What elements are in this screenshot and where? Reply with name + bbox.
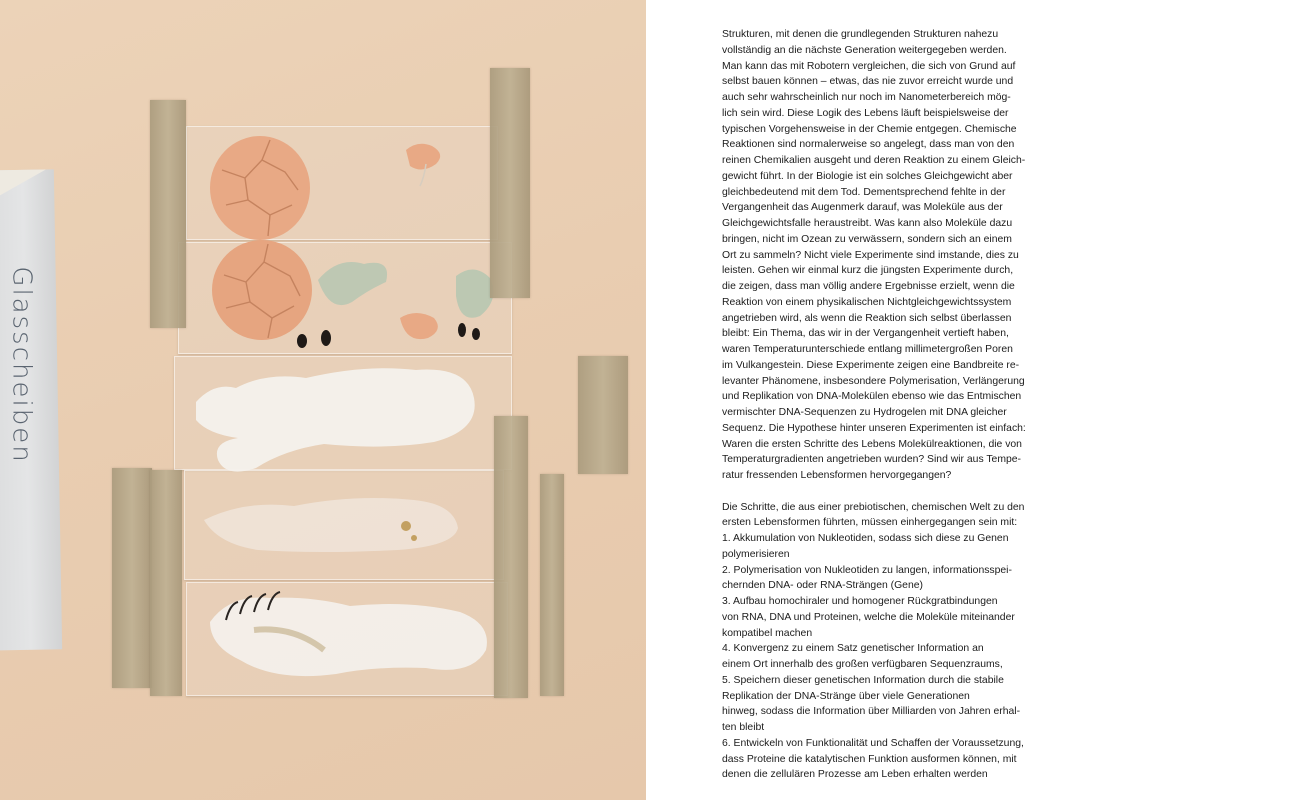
list-item: einem Ort innerhalb des großen verfügbaren Sequenzraums, bbox=[722, 659, 1003, 670]
text-line: im Vulkangestein. Diese Experimente zeigen eine Bandbreite re- bbox=[722, 359, 1020, 371]
text-line: leisten. Gehen wir einmal kurz die jüngsten Experimente durch, bbox=[722, 265, 1014, 277]
text-line: gleichbedeutend mit dem Tod. Dementsprechend fehlte in der bbox=[722, 186, 1006, 198]
text-line: Die Schritte, die aus einer prebiotischen, chemischen Welt zu den bbox=[722, 501, 1025, 513]
paragraph-2 bbox=[722, 500, 1062, 784]
list-item: 3. Aufbau homochiraler und homogener Rückgratbindungen bbox=[722, 596, 998, 607]
small-orange-spot-2 bbox=[400, 313, 438, 339]
list-item: 2. Polymerisation von Nukleotiden zu langen, informationsspei- bbox=[722, 564, 1012, 576]
text-line: selbst bauen können – etwas, das nie zuvor erreicht wurde und bbox=[722, 76, 1014, 88]
text-line: die zeigen, dass man völlig andere Ergebnisse erzielt, wenn die bbox=[722, 281, 1015, 292]
list-item: hinweg, sodass die Information über Milliarden von Jahren erhal- bbox=[722, 706, 1021, 718]
white-lacy-shape-1 bbox=[196, 368, 475, 471]
text-line: angetrieben wird, als wenn die Reaktion sich selbst überlassen bbox=[722, 312, 1012, 324]
list-item: denen die zellulären Prozesse am Leben erhalten werden bbox=[722, 769, 988, 781]
text-line: Man kann das mit Robotern vergleichen, die sich von Grund auf bbox=[722, 60, 1016, 72]
text-line: Reaktionen sind normalerweise so angelegt, dass man von den bbox=[722, 139, 1015, 151]
text-line: Strukturen, mit denen die grundlegenden Strukturen nahezu bbox=[722, 29, 999, 40]
list-item: 1. Akkumulation von Nukleotiden, sodass sich diese zu Genen bbox=[722, 533, 1009, 544]
text-line: Waren die ersten Schritte des Lebens Molekülreaktionen, die von bbox=[722, 438, 1022, 450]
list-item: polymerisieren bbox=[722, 548, 790, 560]
paragraph-1 bbox=[722, 27, 1062, 484]
text-line: Reaktion von einem physikalischen Nichtgleichgewichtssystem bbox=[722, 296, 1012, 308]
green-spot-1 bbox=[318, 262, 387, 305]
orange-disc-1 bbox=[210, 136, 310, 240]
text-line: Temperaturgradienten angetrieben wurden? Sind wir aus Tempe- bbox=[722, 454, 1022, 466]
list-item: 6. Entwickeln von Funktionalität und Schaffen der Voraussetzung, bbox=[722, 737, 1024, 749]
tape-strip bbox=[150, 100, 186, 328]
text-line: Sequenz. Die Hypothese hinter unseren Experimenten ist einfach: bbox=[722, 422, 1026, 434]
list-item: 5. Speichern dieser genetischen Information durch die stabile bbox=[722, 674, 1004, 686]
list-item: von RNA, DNA und Proteinen, welche die Moleküle miteinander bbox=[722, 611, 1015, 623]
paragraph-gap bbox=[722, 484, 1062, 500]
tape-strip bbox=[578, 356, 628, 474]
text-line: Ort zu sammeln? Nicht viele Experimente sind imstande, dies zu bbox=[722, 249, 1019, 261]
text-line: und Replikation von DNA-Molekülen ebenso wie das Entmischen bbox=[722, 391, 1022, 403]
list-item: kompatibel machen bbox=[722, 627, 813, 639]
text-line: bleibt: Ein Thema, das wir in der Vergangenheit vertieft haben, bbox=[722, 328, 1009, 340]
small-orange-spot bbox=[406, 144, 440, 170]
text-line: ratur fressenden Lebensformen hervorgegangen? bbox=[722, 470, 952, 481]
white-faint-shape bbox=[204, 498, 458, 552]
tape-strip bbox=[490, 68, 530, 298]
green-spot-2 bbox=[456, 269, 493, 317]
text-line: lich sein wird. Diese Logik des Lebens läuft beispielsweise der bbox=[722, 107, 1009, 119]
text-line: vollständig an die nächste Generation weitergegeben werden. bbox=[722, 44, 1007, 56]
text-line: waren Temperaturunterschiede entlang millimetergroßen Poren bbox=[722, 344, 1013, 355]
tape-strip bbox=[150, 470, 182, 696]
text-line: gewicht führt. In der Biologie ist ein solches Gleichgewicht aber bbox=[722, 170, 1013, 182]
tape-strip bbox=[540, 474, 564, 696]
text-line: ersten Lebensformen führten, müssen einhergegangen sein mit: bbox=[722, 517, 1018, 529]
tape-strip bbox=[494, 416, 528, 698]
text-line: reinen Chemikalien ausgeht und deren Reaktion zu einem Gleich- bbox=[722, 155, 1026, 166]
text-line: vermischter DNA-Sequenzen zu Hydrogelen mit DNA gleicher bbox=[722, 407, 1007, 418]
tape-strip bbox=[112, 468, 152, 688]
text-line: Gleichgewichtsfalle heraustreibt. Was kann also Moleküle dazu bbox=[722, 218, 1013, 229]
text-line: Vergangenheit das Augenmerk darauf, was Moleküle aus der bbox=[722, 202, 1003, 214]
text-line: typischen Vorgehensweise in der Chemie entgegen. Chemische bbox=[722, 123, 1017, 135]
text-line: levanter Phänomene, insbesondere Polymerisation, Verlängerung bbox=[722, 375, 1025, 387]
list-item: ten bleibt bbox=[722, 722, 765, 733]
list-item: chernden DNA- oder RNA-Strängen (Gene) bbox=[722, 580, 923, 592]
white-lacy-shape-2 bbox=[210, 598, 487, 677]
list-item: dass Proteine die katalytischen Funktion ausformen können, mit bbox=[722, 753, 1017, 765]
envelope-handwriting: Glasscheiben bbox=[7, 266, 37, 464]
text-page bbox=[646, 0, 1292, 800]
text-line: auch sehr wahrscheinlich nur noch im Nanometerbereich mög- bbox=[722, 92, 1011, 103]
body-text bbox=[722, 27, 1062, 783]
list-item: Replikation der DNA-Stränge über viele Generationen bbox=[722, 690, 970, 702]
list-item: 4. Konvergenz zu einem Satz genetischer Information an bbox=[722, 643, 984, 655]
text-line: bringen, nicht im Ozean zu verwässern, sondern sich an einem bbox=[722, 233, 1012, 245]
